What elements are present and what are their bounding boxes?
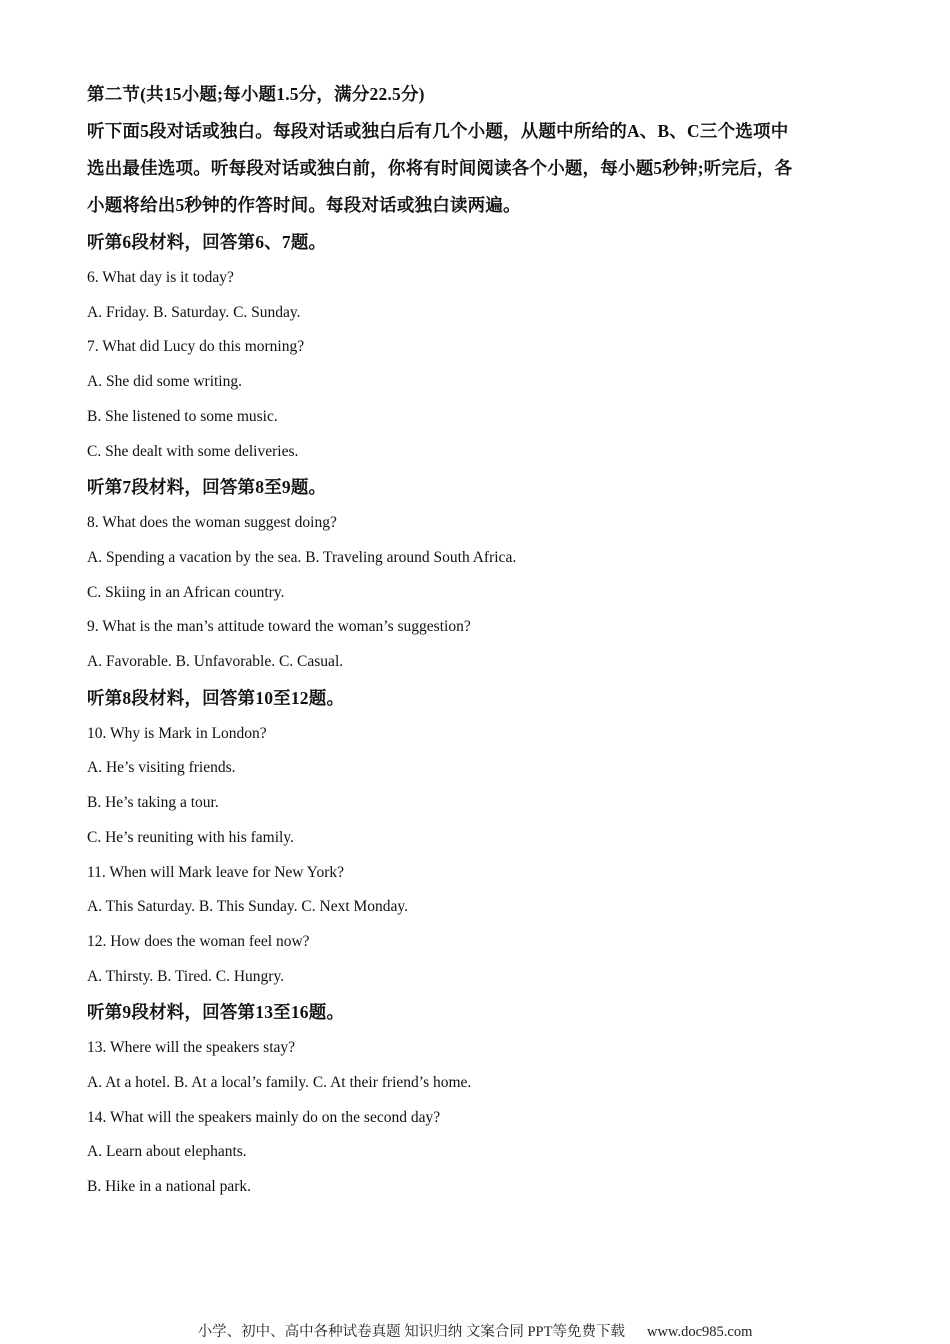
question-7: 7. What did Lucy do this morning? <box>87 338 305 356</box>
options-6: A. Friday. B. Saturday. C. Sunday. <box>87 303 301 321</box>
options-9: A. Favorable. B. Unfavorable. C. Casual. <box>87 653 344 671</box>
option-8c: C. Skiing in an African country. <box>87 583 285 601</box>
instruction-line-3: 小题将给出5秒钟的作答时间。每段对话或独白读两遍。 <box>87 195 521 215</box>
group-heading: 听第6段材料，回答第6、7题。 <box>87 232 327 252</box>
options-8ab: A. Spending a vacation by the sea. B. Traveling around South Africa. <box>87 548 517 566</box>
option-10b: B. He’s taking a tour. <box>87 794 219 812</box>
option-7c: C. She dealt with some deliveries. <box>87 442 299 460</box>
option-14b: B. Hike in a national park. <box>87 1178 251 1196</box>
question-6: 6. What day is it today? <box>87 269 234 286</box>
section-title: 第二节(共15小题;每小题1.5分，满分22.5分) <box>87 84 425 104</box>
group-heading: 听第8段材料，回答第10至12题。 <box>87 687 345 708</box>
option-10a: A. He’s visiting friends. <box>87 759 236 777</box>
option-7b: B. She listened to some music. <box>87 407 278 425</box>
question-9: 9. What is the man’s attitude toward the woman’s suggestion? <box>87 618 471 636</box>
options-13: A. At a hotel. B. At a local’s family. C. At their friend’s home. <box>87 1074 472 1092</box>
group-heading: 听第9段材料，回答第13至16题。 <box>87 1002 345 1023</box>
group-heading: 听第7段材料，回答第8至9题。 <box>87 477 327 498</box>
options-11: A. This Saturday. B. This Sunday. C. Next Monday. <box>87 898 409 916</box>
page-footer <box>0 1322 950 1342</box>
option-14a: A. Learn about elephants. <box>87 1143 247 1161</box>
instruction-line-1: 听下面5段对话或独白。每段对话或独白后有几个小题，从题中所给的A、B、C三个选项中 <box>87 121 789 141</box>
footer-site-link[interactable]: www.doc985.com <box>646 1324 753 1340</box>
question-10: 10. Why is Mark in London? <box>87 724 267 742</box>
footer-text: 小学、初中、高中各种试卷真题 知识归纳 文案合同 PPT等免费下载 <box>197 1324 625 1340</box>
option-7a: A. She did some writing. <box>87 373 242 391</box>
question-14: 14. What will the speakers mainly do on the second day? <box>87 1108 441 1126</box>
question-8: 8. What does the woman suggest doing? <box>87 514 337 532</box>
options-12: A. Thirsty. B. Tired. C. Hungry. <box>87 967 285 985</box>
question-12: 12. How does the woman feel now? <box>87 932 310 950</box>
document-page <box>87 76 867 1205</box>
option-10c: C. He’s reuniting with his family. <box>87 828 294 846</box>
question-13: 13. Where will the speakers stay? <box>87 1039 296 1057</box>
question-11: 11. When will Mark leave for New York? <box>87 863 344 881</box>
instruction-line-2: 选出最佳选项。听每段对话或独白前，你将有时间阅读各个小题，每小题5秒钟;听完后，各 <box>87 158 793 178</box>
